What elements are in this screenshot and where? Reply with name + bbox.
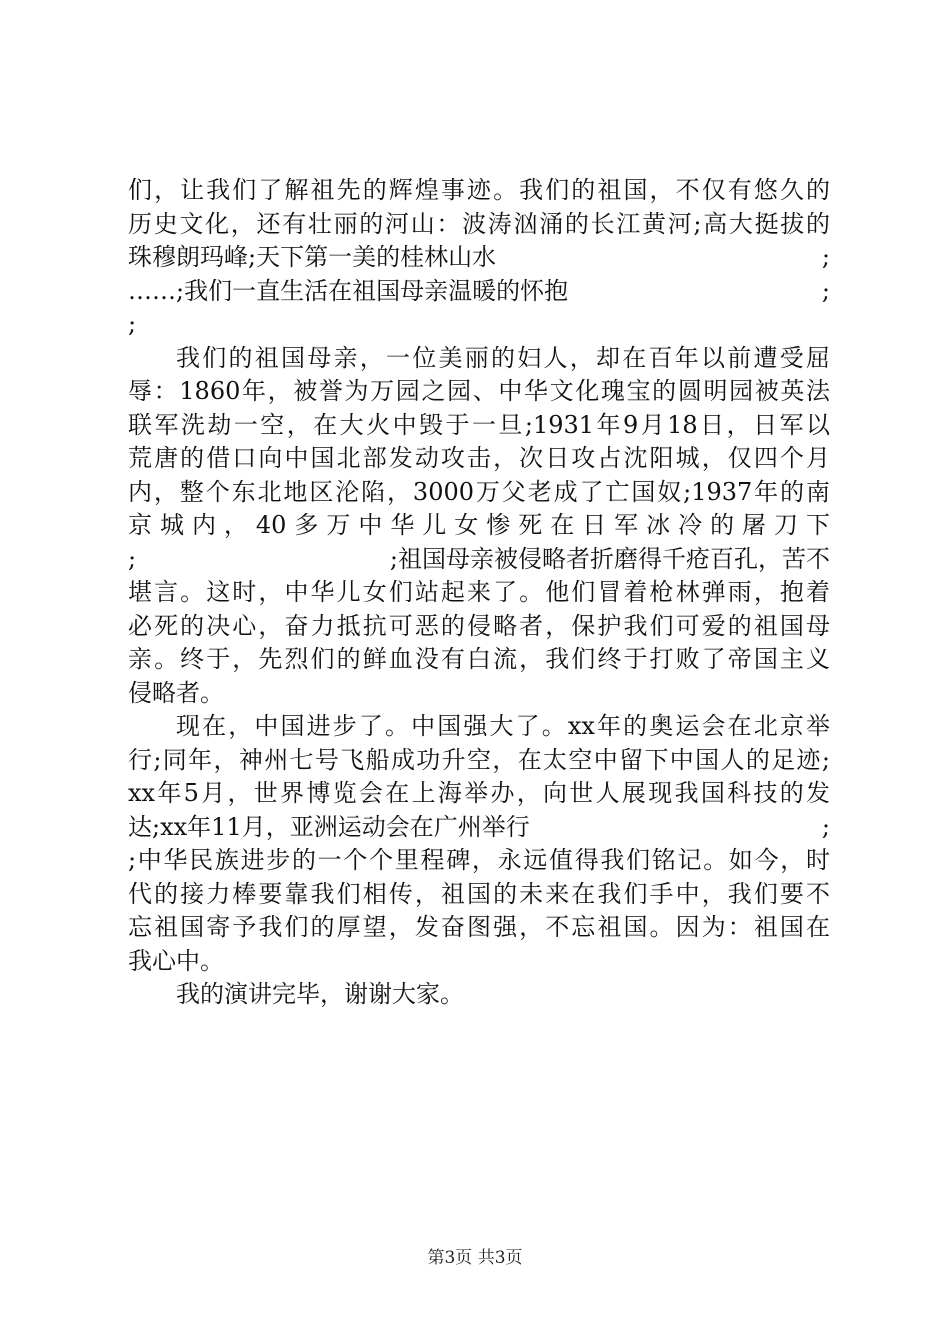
text-line-tail: ; [821,243,830,271]
text-line: 忘祖国寄予我们的厚望，发奋图强，不忘祖国。因为：祖国在 [128,913,830,941]
text-line [128,275,830,309]
text-line: ;中华民族进步的一个个里程碑，永远值得我们铭记。如今，时 [128,846,830,874]
text-line: ; [128,310,137,338]
text-line [128,241,830,275]
text-line-head: ; [128,544,137,573]
text-line-content: ;祖国母亲被侵略者折磨得千疮百孔，苦不 [389,544,830,573]
text-line: 我们的祖国母亲，一位美丽的妇人，却在百年以前遭受屈 [176,343,830,372]
text-line: 荒唐的借口向中国北部发动攻击，次日攻占沈阳城，仅四个月 [128,444,830,472]
text-line: 历史文化，还有壮丽的河山：波涛汹涌的长江黄河;高大挺拔的 [128,209,830,238]
text-line-content: 达;xx年11月，亚洲运动会在广州举行 [128,812,530,841]
text-line: 代的接力棒要靠我们相传，祖国的未来在我们手中，我们要不 [128,879,830,908]
text-line: 们，让我们了解祖先的辉煌事迹。我们的祖国，不仅有悠久的 [128,176,830,204]
text-line: 亲。终于，先烈们的鲜血没有白流，我们终于打败了帝国主义 [128,645,830,673]
text-line: 我心中。 [128,946,224,975]
text-line: 我的演讲完毕，谢谢大家。 [176,980,464,1008]
text-line-content: ……;我们一直生活在祖国母亲温暖的怀抱 [128,276,569,305]
text-line: 联军洗劫一空，在大火中毁于一旦;1931年9月18日，日军以 [128,410,830,439]
text-line [128,811,830,845]
text-line [128,543,830,577]
text-line: 堪言。这时，中华儿女们站起来了。他们冒着枪林弹雨，抱着 [128,578,830,606]
text-line-tail: ; [821,812,830,841]
text-line: 现在，中国进步了。中国强大了。xx年的奥运会在北京举 [176,712,830,740]
text-line: 京城内，40多万中华儿女惨死在日军冰冷的屠刀下 [128,511,830,539]
text-line-tail: ; [821,276,830,305]
text-line: xx年5月，世界博览会在上海举办，向世人展现我国科技的发 [128,779,830,807]
document-body [128,174,830,1012]
text-line: 必死的决心，奋力抵抗可恶的侵略者，保护我们可爱的祖国母 [128,611,830,640]
text-line-content: 珠穆朗玛峰;天下第一美的桂林山水 [128,243,497,271]
text-line: 辱：1860年，被誉为万园之园、中华文化瑰宝的圆明园被英法 [128,377,830,405]
text-line: 内，整个东北地区沦陷，3000万父老成了亡国奴;1937年的南 [128,477,830,506]
text-line: 行;同年，神州七号飞船成功升空，在太空中留下中国人的足迹; [128,745,830,774]
text-line: 侵略者。 [128,678,224,707]
page-footer: 第3页 共3页 [427,1248,523,1268]
